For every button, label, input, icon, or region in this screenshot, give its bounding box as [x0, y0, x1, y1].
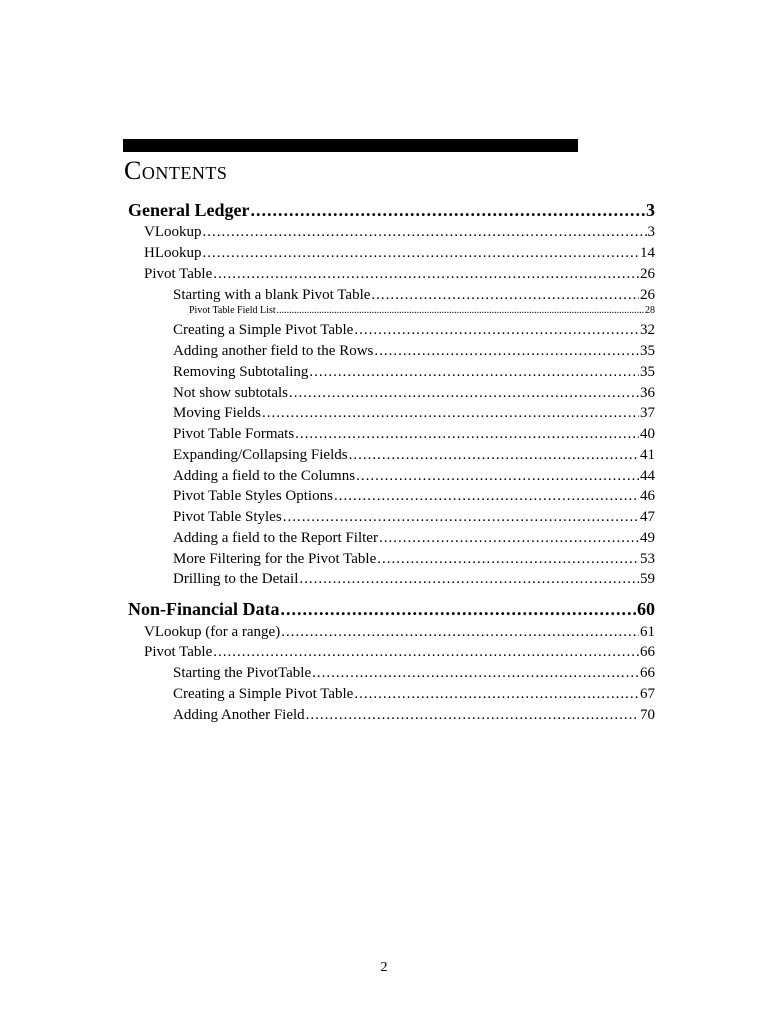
- toc-entry-label: Starting with a blank Pivot Table: [173, 287, 371, 303]
- toc-entry-hlookup[interactable]: [144, 243, 655, 263]
- toc-entry-page: 46: [640, 488, 655, 504]
- toc-entry-label: VLookup (for a range): [144, 624, 281, 640]
- toc-entry-label: Moving Fields: [173, 405, 261, 421]
- dot-leader: [312, 663, 639, 683]
- toc-entry-label: More Filtering for the Pivot Table: [173, 551, 377, 567]
- toc-entry-page: 67: [640, 686, 655, 702]
- toc-entry-not-show-subtotals[interactable]: [173, 383, 655, 403]
- dot-leader: [354, 320, 639, 340]
- toc-entry-page: 3: [646, 200, 655, 220]
- toc-entry-pivot-table-2[interactable]: [144, 642, 655, 662]
- toc-entry-label: Pivot Table Styles Options: [173, 488, 333, 504]
- toc-entry-vlookup-range[interactable]: [144, 622, 655, 642]
- toc-entry-page: 61: [640, 624, 655, 640]
- toc-entry-page: 44: [640, 468, 655, 484]
- dot-leader: [262, 403, 639, 423]
- dot-leader: [299, 569, 639, 589]
- toc-entry-report-filter[interactable]: [173, 528, 655, 548]
- toc-entry-page: 53: [640, 551, 655, 567]
- dot-leader: [203, 222, 647, 242]
- toc-entry-label: Adding a field to the Report Filter: [173, 530, 378, 546]
- toc-entry-page: 66: [640, 644, 655, 660]
- dot-leader: [371, 285, 639, 305]
- toc-entry-more-filtering[interactable]: [173, 549, 655, 569]
- toc-entry-page: 14: [640, 245, 655, 261]
- toc-entry-label: Pivot Table Field List: [189, 305, 276, 316]
- toc-entry-page: 59: [640, 571, 655, 587]
- dot-leader: [349, 445, 639, 465]
- toc-entry-pivot-table[interactable]: [144, 264, 655, 284]
- dot-leader: [213, 642, 639, 662]
- dot-leader: [356, 466, 639, 486]
- toc-entry-label: HLookup: [144, 245, 202, 261]
- page-title: Contents: [124, 156, 228, 185]
- dot-leader: [213, 264, 639, 284]
- toc-entry-blank-pivot[interactable]: [173, 285, 655, 305]
- toc-entry-page: 32: [640, 322, 655, 338]
- toc-entry-adding-another-field[interactable]: [173, 705, 655, 725]
- toc-entry-vlookup[interactable]: [144, 222, 655, 242]
- toc-entry-simple-pivot-2[interactable]: [173, 684, 655, 704]
- dot-leader: [354, 684, 639, 704]
- toc-entry-removing-subtotaling[interactable]: [173, 362, 655, 382]
- toc-entry-label: Pivot Table Styles: [173, 509, 282, 525]
- toc-entry-page: 40: [640, 426, 655, 442]
- dot-leader: [250, 198, 645, 222]
- toc-entry-label: Drilling to the Detail: [173, 571, 299, 587]
- toc-entry-starting-pivottable[interactable]: [173, 663, 655, 683]
- toc-entry-label: Pivot Table Formats: [173, 426, 295, 442]
- toc-entry-field-columns[interactable]: [173, 466, 655, 486]
- toc-entry-field-list[interactable]: [189, 304, 655, 317]
- toc-entry-label: VLookup: [144, 224, 202, 240]
- toc-entry-general-ledger[interactable]: [128, 198, 655, 222]
- toc-entry-simple-pivot[interactable]: [173, 320, 655, 340]
- toc-entry-drilling[interactable]: [173, 569, 655, 589]
- dot-leader: [374, 341, 639, 361]
- toc-entry-page: 28: [645, 305, 655, 316]
- toc-entry-page: 66: [640, 665, 655, 681]
- toc-entry-label: Not show subtotals: [173, 385, 289, 401]
- toc-entry-label: Creating a Simple Pivot Table: [173, 686, 354, 702]
- dot-leader: [379, 528, 639, 548]
- toc-entry-page: 41: [640, 447, 655, 463]
- toc-entry-non-financial[interactable]: [128, 597, 655, 621]
- toc-entry-label: General Ledger: [128, 200, 250, 220]
- toc-entry-label: Starting the PivotTable: [173, 665, 312, 681]
- toc-entry-expanding-collapsing[interactable]: [173, 445, 655, 465]
- toc-entry-page: 36: [640, 385, 655, 401]
- toc-entry-page: 37: [640, 405, 655, 421]
- toc-entry-label: Non-Financial Data: [128, 599, 280, 619]
- toc-entry-page: 70: [640, 707, 655, 723]
- dot-leader: [281, 622, 639, 642]
- dot-leader: [377, 549, 639, 569]
- dot-leader: [283, 507, 639, 527]
- toc-entry-label: Expanding/Collapsing Fields: [173, 447, 348, 463]
- toc-entry-page: 26: [640, 266, 655, 282]
- dot-leader: [281, 597, 636, 621]
- toc-entry-page: 3: [647, 224, 655, 240]
- toc-entry-page: 35: [640, 343, 655, 359]
- toc-entry-page: 26: [640, 287, 655, 303]
- dot-leader: [306, 705, 639, 725]
- toc-entry-label: Removing Subtotaling: [173, 364, 309, 380]
- toc-entry-page: 35: [640, 364, 655, 380]
- toc-entry-styles[interactable]: [173, 507, 655, 527]
- dot-leader: [334, 486, 639, 506]
- toc-entry-moving-fields[interactable]: [173, 403, 655, 423]
- toc-entry-page: 49: [640, 530, 655, 546]
- toc-entry-label: Adding a field to the Columns: [173, 468, 356, 484]
- dot-leader: [203, 243, 640, 263]
- toc-entry-styles-options[interactable]: [173, 486, 655, 506]
- page-number: 2: [380, 960, 388, 975]
- toc-entry-label: Pivot Table: [144, 644, 213, 660]
- toc-entry-page: 47: [640, 509, 655, 525]
- toc-entry-another-field-rows[interactable]: [173, 341, 655, 361]
- toc-entry-page: 60: [637, 599, 655, 619]
- toc-entry-label: Creating a Simple Pivot Table: [173, 322, 354, 338]
- toc-entry-pivot-formats[interactable]: [173, 424, 655, 444]
- dot-leader: [295, 424, 639, 444]
- dot-leader: [277, 304, 644, 317]
- dot-leader: [309, 362, 639, 382]
- toc-entry-label: Adding Another Field: [173, 707, 305, 723]
- dot-leader: [289, 383, 639, 403]
- toc-entry-label: Pivot Table: [144, 266, 213, 282]
- toc-entry-label: Adding another field to the Rows: [173, 343, 374, 359]
